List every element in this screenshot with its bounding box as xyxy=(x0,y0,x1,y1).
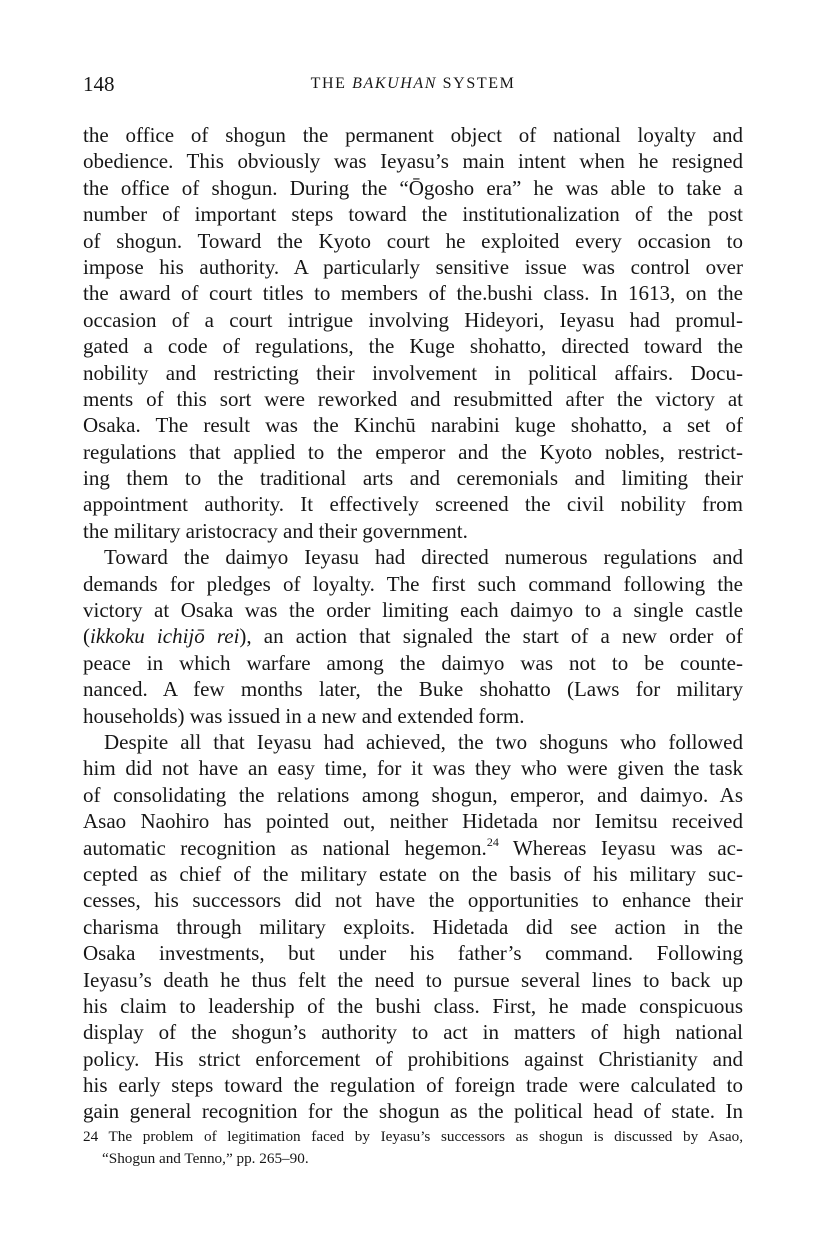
footnote-line: 24 The problem of legitimation faced by Ieyasu’s successors as shogun is discussed by Asao, xyxy=(83,1128,743,1145)
text-segment: ), an action that signaled the start of a new order of xyxy=(239,624,744,649)
text-line: gated a code of regulations, the Kuge shohatto, directed toward the xyxy=(83,334,743,359)
text-line: nobility and restricting their involvement in political affairs. Docu- xyxy=(83,360,743,385)
page-header xyxy=(83,72,743,102)
paragraph-first-line: Despite all that Ieyasu had achieved, the two shoguns who followed xyxy=(104,729,743,754)
running-head-prefix: THE xyxy=(310,75,353,92)
text-line: Osaka investments, but under his father’s command. Following xyxy=(83,941,743,966)
text-line: number of important steps toward the institutionalization of the post xyxy=(83,202,743,227)
text-segment: Whereas Ieyasu was ac- xyxy=(498,835,743,860)
footnote xyxy=(83,1126,743,1170)
text-line: nanced. A few months later, the Buke shohatto (Laws for military xyxy=(83,677,743,702)
text-line: the office of shogun. During the “Ōgosho era” he was able to take a xyxy=(83,175,743,200)
text-line: Asao Naohiro has pointed out, neither Hidetada nor Iemitsu received xyxy=(83,809,743,834)
text-line: victory at Osaka was the order limiting each daimyo to a single castle xyxy=(83,598,743,623)
text-line: obedience. This obviously was Ieyasu’s main intent when he resigned xyxy=(83,149,743,174)
page-number: 148 xyxy=(83,72,115,96)
text-line: his claim to leadership of the bushi class. First, he made conspicuous xyxy=(83,993,743,1018)
text-line: ments of this sort were reworked and resubmitted after the victory at xyxy=(83,386,743,411)
text-line: demands for pledges of loyalty. The first such command following the xyxy=(83,571,743,596)
footnote-line: “Shogun and Tenno,” pp. 265–90. xyxy=(102,1150,309,1167)
text-line: his early steps toward the regulation of foreign trade were calculated to xyxy=(83,1073,743,1098)
text-line: occasion of a court intrigue involving Hideyori, Ieyasu had promul- xyxy=(83,307,743,332)
text-segment: automatic recognition as national hegemon. xyxy=(83,835,487,860)
text-line xyxy=(83,835,743,861)
footnote-reference: 24 xyxy=(486,834,499,849)
text-line: him did not have an easy time, for it was they who were given the task xyxy=(83,756,743,781)
text-line: cesses, his successors did not have the opportunities to enhance their xyxy=(83,888,743,913)
paragraph-end-line: households) was issued in a new and extended form. xyxy=(83,703,525,728)
paren-open: ( xyxy=(83,624,90,649)
body-text xyxy=(83,122,743,1125)
text-line: of consolidating the relations among shogun, emperor, and daimyo. As xyxy=(83,782,743,807)
text-line: peace in which warfare among the daimyo was not to be counte- xyxy=(83,650,743,675)
text-line: impose his authority. A particularly sensitive issue was control over xyxy=(83,254,743,279)
paragraph-first-line: Toward the daimyo Ieyasu had directed numerous regulations and xyxy=(104,545,743,570)
text-line: regulations that applied to the emperor and the Kyoto nobles, restrict- xyxy=(83,439,743,464)
italic-term: ikkoku ichijō rei xyxy=(90,624,240,649)
text-line xyxy=(83,623,743,649)
text-line: display of the shogun’s authority to act in matters of high national xyxy=(83,1020,743,1045)
running-head-italic: BAKUHAN xyxy=(352,75,438,92)
text-line: Ieyasu’s death he thus felt the need to pursue several lines to back up xyxy=(83,967,743,992)
text-line: the office of shogun the permanent object of national loyalty and xyxy=(83,123,743,147)
text-line: the award of court titles to members of the.bushi class. In 1613, on the xyxy=(83,281,743,306)
text-line: cepted as chief of the military estate on the basis of his military suc- xyxy=(83,861,743,886)
text-line: charisma through military exploits. Hidetada did see action in the xyxy=(83,914,743,939)
text-line: policy. His strict enforcement of prohibitions against Christianity and xyxy=(83,1046,743,1071)
text-line: of shogun. Toward the Kyoto court he exploited every occasion to xyxy=(83,228,743,253)
paragraph-end-line: the military aristocracy and their government. xyxy=(83,518,468,543)
text-line: ing them to the traditional arts and ceremonials and limiting their xyxy=(83,466,743,491)
text-line: gain general recognition for the shogun as the political head of state. In xyxy=(83,1099,743,1124)
text-line: Osaka. The result was the Kinchū narabini kuge shohatto, a set of xyxy=(83,413,743,438)
running-head-suffix: SYSTEM xyxy=(437,75,516,92)
running-head xyxy=(83,75,743,93)
text-line: appointment authority. It effectively screened the civil nobility from xyxy=(83,492,743,517)
